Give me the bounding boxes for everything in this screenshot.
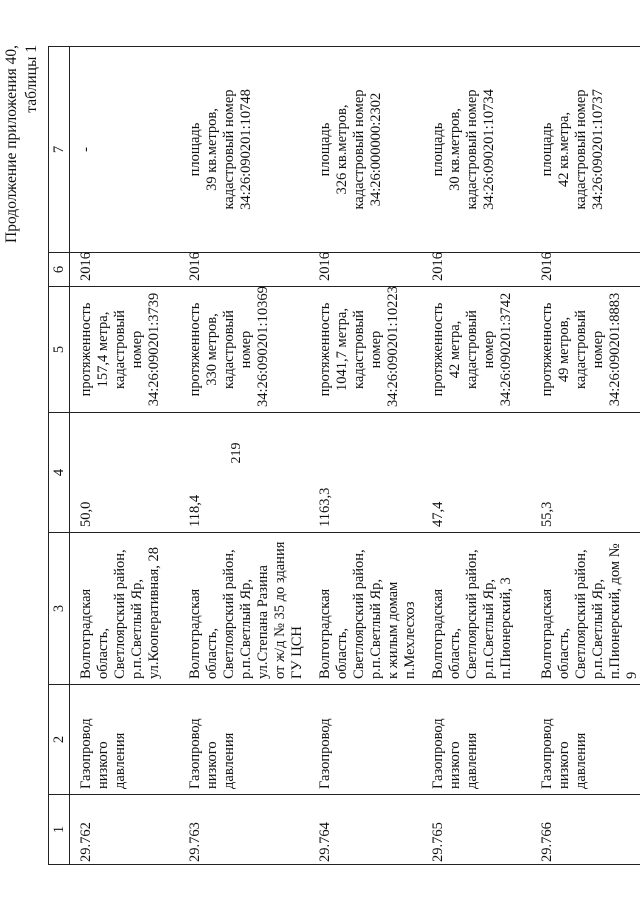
cell-line: кадастровый номер — [351, 89, 367, 210]
column-header: 3 — [49, 533, 70, 685]
cell-line: кадастровый номер — [573, 310, 606, 389]
cell-line: ГУ ЦСН — [289, 626, 305, 679]
cell-line: кадастровый номер — [464, 89, 480, 210]
cell-line: р.п.Светлый Яр, — [481, 578, 497, 679]
cell-line: 30 кв.метров, — [447, 108, 463, 191]
cell-line: р.п.Светлый Яр, — [368, 578, 384, 679]
cell-line: Газопровод низкого — [539, 718, 572, 789]
cell-line: Волгоградская область, — [430, 588, 463, 679]
value-cell: 55,3 — [531, 413, 640, 533]
address-cell — [70, 533, 180, 685]
cell-line: - — [78, 147, 94, 152]
cell-line: 34:26:090201:10737 — [590, 89, 606, 210]
header-row — [49, 47, 70, 865]
column-header: 6 — [49, 253, 70, 287]
value-cell: 47,4 — [422, 413, 531, 533]
cell-line: протяженность — [539, 302, 555, 397]
cell-line: п.Мехлесхоз — [402, 601, 418, 679]
cell-line: давления — [464, 732, 480, 789]
cell-line: протяженность — [78, 302, 94, 397]
row-number-cell: 29.762 — [70, 795, 180, 865]
address-cell — [179, 533, 309, 685]
extent-cell — [531, 287, 640, 413]
table-caption — [2, 45, 42, 243]
cell-line: давления — [112, 732, 128, 789]
table-row — [70, 47, 180, 865]
cell-line: Газопровод низкого — [78, 718, 111, 789]
cell-line: 42 метра, — [447, 320, 463, 379]
object-name-cell — [531, 685, 640, 795]
caption-line-2: таблицы 1 — [23, 45, 40, 113]
cell-line: р.п.Светлый Яр, — [129, 578, 145, 679]
cell-line: ул.Степана Разина — [255, 565, 271, 679]
cell-line: от ж/д № 35 до здания — [272, 541, 288, 679]
cell-line: ул.Кооперативная, 28 — [146, 547, 162, 679]
address-cell — [422, 533, 531, 685]
year-cell: 2016 — [422, 253, 531, 287]
cell-line: давления — [221, 732, 237, 789]
area-cell — [309, 47, 422, 253]
year-cell: 2016 — [309, 253, 422, 287]
extent-cell — [70, 287, 180, 413]
cell-line: 34:26:090201:3742 — [498, 292, 514, 407]
area-cell — [179, 47, 309, 253]
column-header: 5 — [49, 287, 70, 413]
cell-line: 34:26:090201:3739 — [146, 292, 162, 407]
area-cell — [70, 47, 180, 253]
property-table — [48, 46, 640, 865]
cell-line: кадастровый номер — [221, 310, 254, 389]
area-cell — [422, 47, 531, 253]
cell-line: Волгоградская область, — [317, 588, 350, 679]
column-header: 2 — [49, 685, 70, 795]
area-cell — [531, 47, 640, 253]
extent-cell — [422, 287, 531, 413]
cell-line: 1041,7 метра, — [334, 308, 350, 391]
caption-line-1: Продолжение приложения 40, — [3, 45, 20, 243]
object-name-cell — [70, 685, 180, 795]
cell-line: 42 кв.метра, — [556, 111, 572, 188]
row-number-cell: 29.766 — [531, 795, 640, 865]
year-cell: 2016 — [531, 253, 640, 287]
cell-line: Светлоярский район, — [112, 549, 128, 679]
column-header: 1 — [49, 795, 70, 865]
cell-line: 330 метров, — [204, 313, 220, 386]
cell-line: 34:26:090201:8883 — [607, 292, 623, 407]
cell-line: Волгоградская область, — [187, 588, 220, 679]
page-number: 219 — [229, 442, 244, 464]
cell-line: кадастровый номер — [112, 310, 145, 389]
table-row — [531, 47, 640, 865]
cell-line: Светлоярский район, — [221, 549, 237, 679]
cell-line: Волгоградская область, — [539, 588, 572, 679]
cell-line: площадь — [317, 122, 333, 177]
cell-line: площадь — [539, 122, 555, 177]
cell-line: площадь — [187, 122, 203, 177]
cell-line: протяженность — [187, 302, 203, 397]
column-header: 4 — [49, 413, 70, 533]
table-row — [179, 47, 309, 865]
table-body — [70, 47, 640, 865]
address-cell — [309, 533, 422, 685]
cell-line: 157,4 метра, — [95, 311, 111, 388]
year-cell: 2016 — [179, 253, 309, 287]
cell-line: протяженность — [317, 302, 333, 397]
table-row — [309, 47, 422, 865]
cell-line: 34:26:090201:10748 — [238, 89, 254, 210]
table-row — [422, 47, 531, 865]
cell-line: 34:26:090201:10223 — [385, 286, 401, 407]
column-header: 7 — [49, 47, 70, 253]
cell-line: р.п.Светлый Яр, — [590, 578, 606, 679]
cell-line: п.Пионерский, дом № 9 — [607, 543, 640, 679]
cell-line: Светлоярский район, — [464, 549, 480, 679]
cell-line: кадастровый номер — [351, 310, 384, 389]
object-name-cell — [422, 685, 531, 795]
address-cell — [531, 533, 640, 685]
row-number-cell: 29.763 — [179, 795, 309, 865]
value-cell: 1163,3 — [309, 413, 422, 533]
row-number-cell: 29.765 — [422, 795, 531, 865]
cell-line: кадастровый номер — [573, 89, 589, 210]
cell-line: 34:26:090201:10369 — [255, 286, 271, 407]
cell-line: Светлоярский район, — [351, 549, 367, 679]
cell-line: кадастровый номер — [221, 89, 237, 210]
object-name-cell — [179, 685, 309, 795]
cell-line: 49 метров, — [556, 316, 572, 383]
cell-line: р.п.Светлый Яр, — [238, 578, 254, 679]
cell-line: 326 кв.метров, — [334, 104, 350, 195]
cell-line: протяженность — [430, 302, 446, 397]
cell-line: Газопровод низкого — [430, 718, 463, 789]
cell-line: 34:26:000000:2302 — [368, 92, 384, 207]
year-cell: 2016 — [70, 253, 180, 287]
cell-line: Газопровод — [317, 718, 333, 789]
cell-line: Светлоярский район, — [573, 549, 589, 679]
cell-line: п.Пионерский, 3 — [498, 577, 514, 679]
cell-line: к жилым домам — [385, 581, 401, 679]
extent-cell — [309, 287, 422, 413]
extent-cell — [179, 287, 309, 413]
object-name-cell — [309, 685, 422, 795]
value-cell: 118,4 — [179, 413, 309, 533]
cell-line: Волгоградская область, — [78, 588, 111, 679]
cell-line: площадь — [430, 122, 446, 177]
cell-line: Газопровод низкого — [187, 718, 220, 789]
cell-line: кадастровый номер — [464, 310, 497, 389]
value-cell: 50,0 — [70, 413, 180, 533]
cell-line: 39 кв.метров, — [204, 108, 220, 191]
row-number-cell: 29.764 — [309, 795, 422, 865]
cell-line: 34:26:090201:10734 — [481, 89, 497, 210]
cell-line: давления — [573, 732, 589, 789]
